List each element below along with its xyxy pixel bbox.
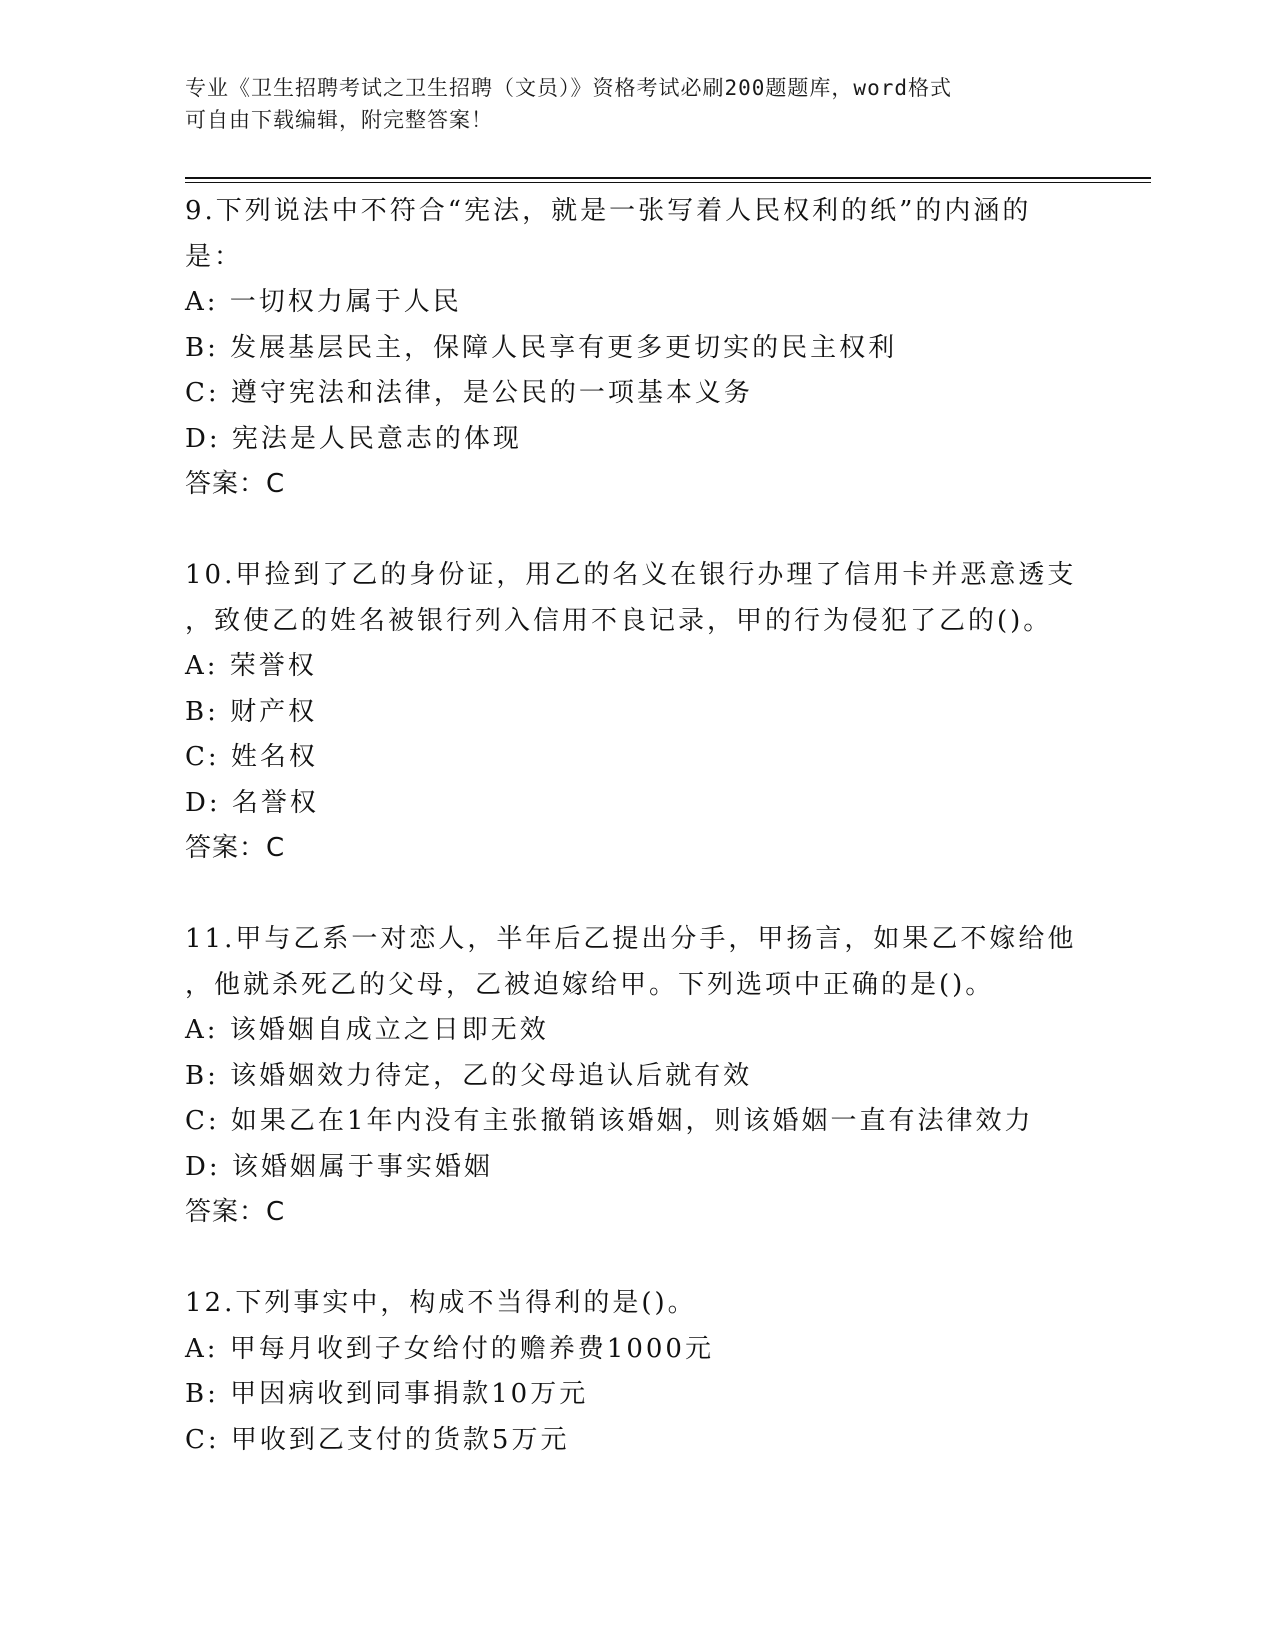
option-a: A: 甲每月收到子女给付的赡养费1000元 — [185, 1333, 714, 1364]
header-line-1: 专业《卫生招聘考试之卫生招聘（文员）》资格考试必刷200题题库，word格式 — [185, 76, 952, 100]
option-a: A: 该婚姻自成立之日即无效 — [185, 1015, 549, 1045]
question-stem: 10.甲捡到了乙的身份证，用乙的名义在银行办理了信用卡并恶意透支 — [185, 560, 1077, 590]
question-block — [185, 189, 1085, 508]
option-b: B: 发展基层民主，保障人民享有更多更切实的民主权利 — [185, 332, 898, 363]
question-spacer — [185, 872, 1085, 918]
option-d: D: 该婚姻属于事实婚姻 — [185, 1151, 493, 1182]
option-c: C: 遵守宪法和法律，是公民的一项基本义务 — [185, 378, 753, 408]
header-line-2: 可自由下载编辑，附完整答案！ — [185, 108, 493, 132]
option-d: D: 宪法是人民意志的体现 — [185, 423, 522, 454]
option-b: B: 甲因病收到同事捐款10万元 — [185, 1379, 589, 1409]
question-block — [185, 553, 1085, 872]
question-spacer — [185, 508, 1085, 554]
question-stem: 9.下列说法中不符合“宪法，就是一张写着人民权利的纸”的内涵的 — [185, 196, 1032, 226]
option-b: B: 该婚姻效力待定，乙的父母追认后就有效 — [185, 1060, 753, 1091]
question-block — [185, 917, 1085, 1236]
question-stem: ，他就杀死乙的父母，乙被迫嫁给甲。下列选项中正确的是()。 — [185, 969, 995, 1000]
option-c: C: 姓名权 — [185, 742, 318, 772]
option-c: C: 甲收到乙支付的货款5万元 — [185, 1424, 570, 1455]
option-d: D: 名誉权 — [185, 787, 319, 818]
question-stem: 是： — [185, 241, 244, 272]
option-a: A: 荣誉权 — [185, 651, 317, 681]
header-rule-thin — [185, 182, 1151, 183]
answer-line: 答案：C — [185, 1197, 286, 1227]
question-stem: 12.下列事实中，构成不当得利的是()。 — [185, 1288, 697, 1318]
question-block — [185, 1281, 1085, 1463]
option-a: A: 一切权力属于人民 — [185, 287, 462, 317]
header-rule-thick — [185, 177, 1151, 179]
question-stem: 11.甲与乙系一对恋人，半年后乙提出分手，甲扬言，如果乙不嫁给他 — [185, 924, 1077, 954]
document-header — [185, 72, 1085, 136]
question-list — [185, 189, 1085, 1463]
option-b: B: 财产权 — [185, 696, 318, 727]
question-stem: ，致使乙的姓名被银行列入信用不良记录，甲的行为侵犯了乙的()。 — [185, 605, 1053, 636]
answer-line: 答案：C — [185, 833, 286, 863]
answer-line: 答案：C — [185, 469, 286, 499]
question-spacer — [185, 1236, 1085, 1282]
option-c: C: 如果乙在1年内没有主张撤销该婚姻，则该婚姻一直有法律效力 — [185, 1106, 1034, 1136]
